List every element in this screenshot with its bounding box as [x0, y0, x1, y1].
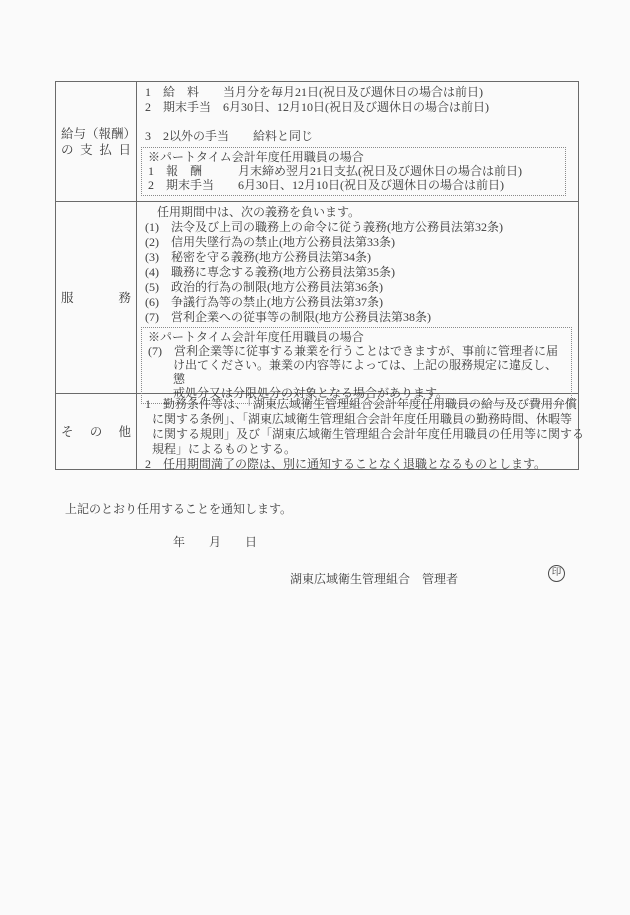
parttime-note-box-payment [141, 147, 566, 196]
organization-signature: 湖東広域衛生管理組合 管理者 [290, 572, 459, 586]
parttime-service-title: ※パートタイム会計年度任用職員の場合 [148, 330, 364, 344]
row-label-others [56, 394, 137, 469]
parttime-note-bonus: 2 期末手当 6月30日、12月10日(祝日及び週休日の場合は前日) [148, 178, 504, 192]
row-label-payment [56, 82, 137, 201]
appointment-notice-text: 上記のとおり任用することを通知します。 [65, 502, 293, 516]
others-line-1: 1 勤務条件等は、「湖東広域衛生管理組合会計年度任用職員の給与及び費用弁償 [145, 397, 578, 411]
parttime-service-line1: (7) 営利企業等に従事する兼業を行うことはできますが、事前に管理者に届 [148, 344, 558, 358]
table-row-service [56, 201, 578, 400]
service-item-1: (1) 法令及び上司の職務上の命令に従う義務(地方公務員法第32条) [145, 220, 503, 234]
service-intro: 任用期間中は、次の義務を負います。 [145, 205, 361, 219]
row-content-others [137, 394, 585, 471]
row-label-others-text: その他 [61, 424, 131, 439]
service-item-7: (7) 営利企業への従事等の制限(地方公務員法第38条) [145, 310, 431, 324]
service-item-2: (2) 信用失墜行為の禁止(地方公務員法第33条) [145, 235, 395, 249]
employment-notice-table [55, 81, 585, 471]
payment-item-salary: 1 給 料 当月分を毎月21日(祝日及び週休日の場合は前日) [145, 85, 483, 99]
parttime-note-salary: 1 報 酬 月末締め翌月21日支払(祝日及び週休日の場合は前日) [148, 164, 522, 178]
others-line-2: に関する条例」、「湖東広域衛生管理組合会計年度任用職員の勤務時間、休暇等 [152, 412, 573, 426]
row-content-service [137, 202, 578, 400]
parttime-service-line3: 戒処分又は分限処分の対象となる場合があります。 [173, 386, 449, 400]
service-item-5: (5) 政治的行為の制限(地方公務員法第36条) [145, 280, 383, 294]
service-item-6: (6) 争議行為等の禁止(地方公務員法第37条) [145, 295, 383, 309]
seal-stamp-icon: 印 [548, 565, 565, 582]
others-line-4: 規程」によるものとする。 [152, 442, 297, 456]
service-item-3: (3) 秘密を守る義務(地方公務員法第34条) [145, 250, 371, 264]
parttime-service-line2: け出てください。兼業の内容等によっては、上記の服務規定に違反し、懲 [173, 358, 558, 386]
parttime-note-box-service [141, 327, 572, 404]
others-line-5: 2 任用期間満了の際は、別に通知することなく退職となるものとします。 [145, 457, 547, 471]
row-content-payment [137, 82, 578, 201]
table-row-payment [56, 82, 578, 201]
parttime-note-title: ※パートタイム会計年度任用職員の場合 [148, 150, 364, 164]
row-label-payment-line1: 給与（報酬） [61, 126, 137, 141]
row-label-service [56, 202, 137, 393]
service-item-4: (4) 職務に専念する義務(地方公務員法第35条) [145, 265, 395, 279]
row-label-service-text: 服務 [61, 290, 131, 305]
payment-item-bonus: 2 期末手当 6月30日、12月10日(祝日及び週休日の場合は前日) [145, 100, 489, 114]
others-line-3: に関する規則」及び「湖東広域衛生管理組合会計年度任用職員の任用等に関する [152, 427, 585, 441]
row-label-payment-line2: の支払日 [61, 142, 131, 157]
table-row-others [56, 393, 585, 471]
date-line: 年 月 日 [173, 535, 258, 549]
payment-item-other: 3 2以外の手当 給料と同じ [145, 129, 314, 143]
